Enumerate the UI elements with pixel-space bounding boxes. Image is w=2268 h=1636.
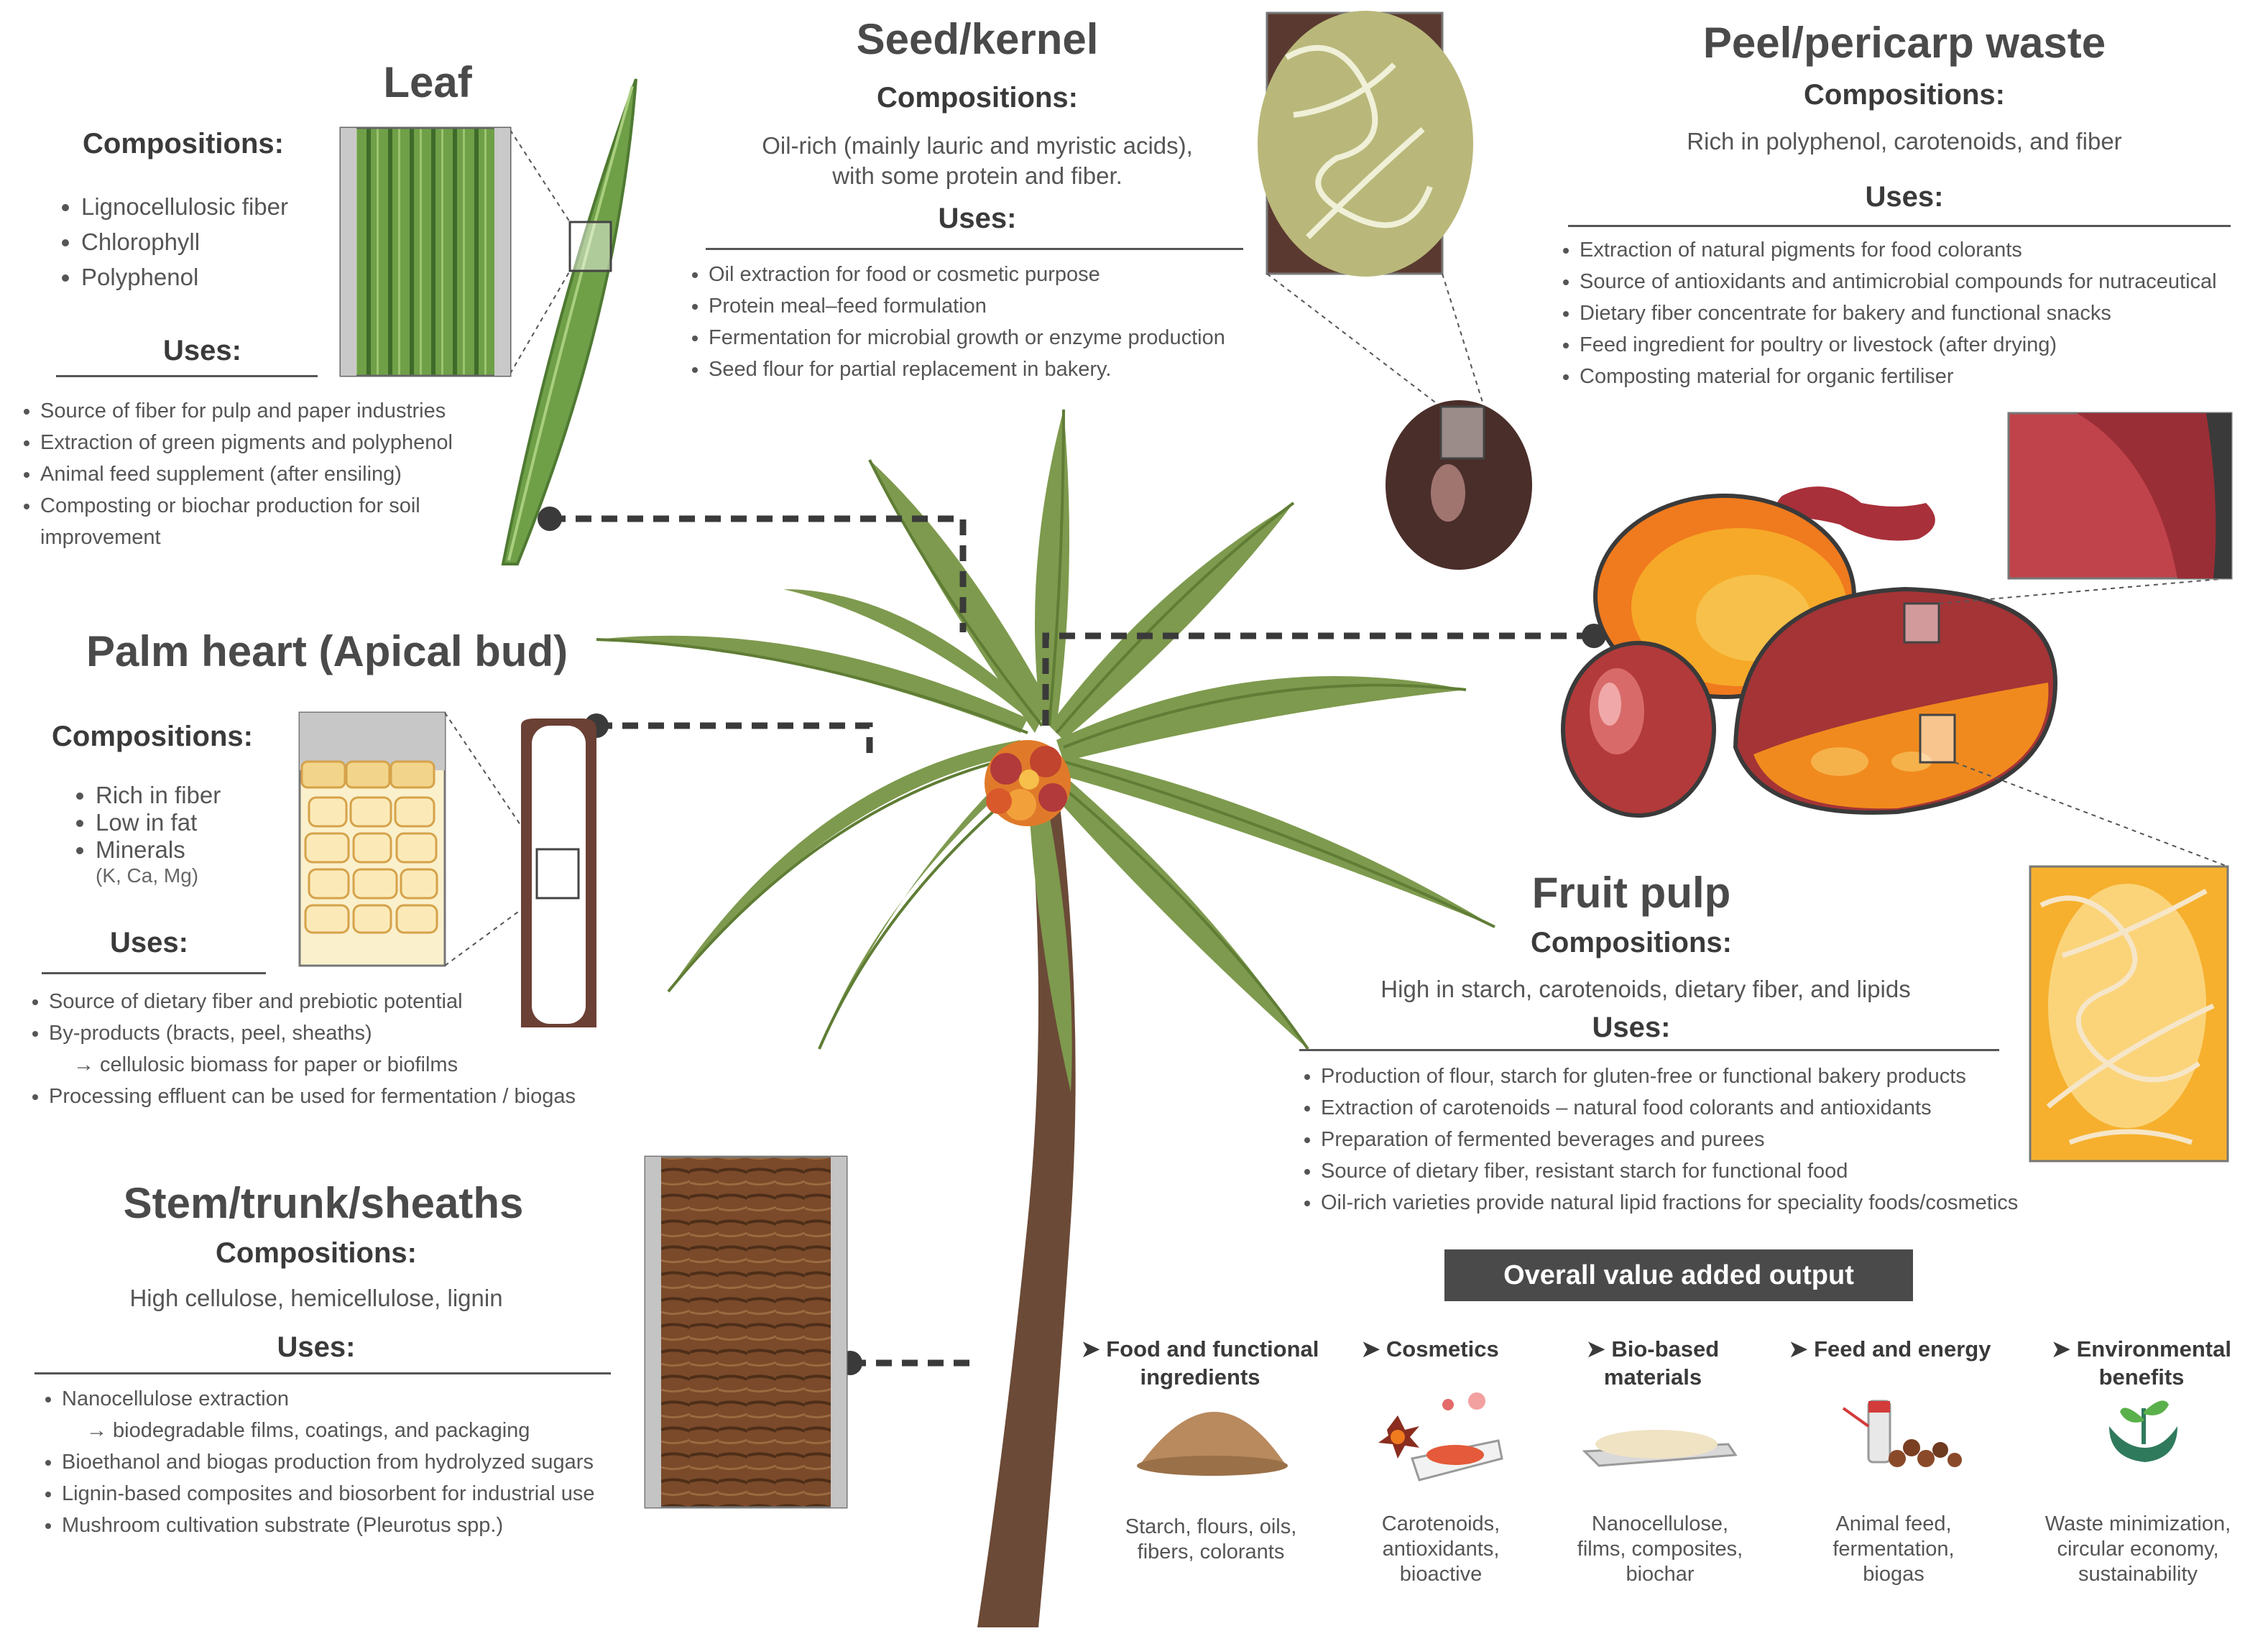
seed-composition-text bbox=[719, 131, 1236, 191]
output-desc-cosmetics: Carotenoids, antioxidants, bioactive bbox=[1381, 1512, 1501, 1586]
stem-use-1-sub: → biodegradable films, coatings, and packaging bbox=[86, 1419, 530, 1442]
list-item: • Composting or biochar production for soil improvement bbox=[40, 490, 471, 553]
fruit-pulp-compositions-label: Compositions: bbox=[1531, 927, 1732, 958]
leaf-divider bbox=[56, 375, 318, 377]
flour-pile-icon bbox=[1137, 1412, 1288, 1476]
list-item: • Polyphenol bbox=[81, 259, 354, 295]
biofilm-tray-icon bbox=[1585, 1430, 1735, 1466]
fruit-pulp-composition-text: High in starch, carotenoids, dietary fiber, and lipids bbox=[1380, 976, 1911, 1002]
peel-uses-label: Uses: bbox=[1865, 181, 1944, 213]
seed-uses-label: Uses: bbox=[938, 203, 1017, 234]
output-desc-food: Starch, flours, oils, fibers, colorants bbox=[1125, 1515, 1297, 1563]
seed-composition-line-2: with some protein and fiber. bbox=[832, 162, 1123, 189]
seed-title: Seed/kernel bbox=[856, 15, 1099, 63]
palm-heart-compositions-list bbox=[75, 782, 311, 888]
stem-uses-list bbox=[42, 1383, 680, 1541]
leaf-title: Leaf bbox=[383, 58, 472, 106]
seed-illustration bbox=[1258, 11, 1532, 570]
list-item: • Feed ingredient for poultry or livestock (after drying) bbox=[1580, 329, 2268, 361]
peel-compositions-label: Compositions: bbox=[1804, 79, 2005, 111]
palm-heart-uses-list bbox=[29, 986, 667, 1112]
palm-heart-illustration bbox=[300, 713, 596, 1027]
list-item: • Extraction of natural pigments for food colorants bbox=[1580, 234, 2268, 266]
list-item: • Source of dietary fiber and prebiotic potential bbox=[49, 986, 667, 1017]
list-item: • Bioethanol and biogas production from hydrolyzed sugars bbox=[62, 1446, 680, 1478]
list-item bbox=[49, 1017, 667, 1081]
palm-heart-title: Palm heart (Apical bud) bbox=[86, 627, 568, 675]
palm-heart-compositions-label: Compositions: bbox=[52, 721, 253, 752]
fruit-pulp-uses-list bbox=[1301, 1060, 2111, 1219]
list-item: • Preparation of fermented beverages and purees bbox=[1321, 1124, 2111, 1155]
list-item: • Seed flour for partial replacement in bakery. bbox=[709, 353, 1283, 385]
output-heading-cosmetics: ➤ Cosmetics bbox=[1361, 1336, 1499, 1362]
peel-uses-list bbox=[1559, 234, 2268, 392]
list-item: • Fermentation for microbial growth or enzyme production bbox=[709, 322, 1283, 353]
output-desc-biobased: Nanocellulose, films, composites, biochar bbox=[1577, 1512, 1743, 1586]
leaf-compositions-label: Compositions: bbox=[83, 128, 284, 160]
palm-heart-divider bbox=[42, 972, 266, 974]
list-item: • Production of flour, starch for gluten-free or functional bakery products bbox=[1321, 1060, 2111, 1092]
stem-composition-text: High cellulose, hemicellulose, lignin bbox=[129, 1285, 503, 1311]
list-item: • Source of antioxidants and antimicrobial compounds for nutraceutical bbox=[1580, 266, 2268, 297]
palm-heart-use-2-sub: → cellulosic biomass for paper or biofilms bbox=[73, 1053, 458, 1076]
output-heading-feed: ➤ Feed and energy bbox=[1789, 1336, 1991, 1362]
list-item: • Source of dietary fiber, resistant starch for functional food bbox=[1321, 1155, 2111, 1187]
list-item: • Oil extraction for food or cosmetic purpose bbox=[709, 259, 1283, 290]
feed-energy-icon bbox=[1843, 1401, 1962, 1467]
fruit-pulp-title: Fruit pulp bbox=[1531, 869, 1731, 917]
output-desc-environment: Waste minimization, circular economy, sustainability bbox=[2045, 1512, 2231, 1586]
seed-divider bbox=[706, 248, 1243, 250]
seed-composition-line-1: Oil-rich (mainly lauric and myristic acids), bbox=[762, 132, 1193, 159]
list-item bbox=[62, 1383, 680, 1446]
list-item: • Mushroom cultivation substrate (Pleurotus spp.) bbox=[62, 1510, 680, 1541]
stem-divider bbox=[34, 1372, 611, 1374]
output-heading-environment: ➤ Environmental benefits bbox=[2052, 1336, 2231, 1390]
list-item: • Processing effluent can be used for fermentation / biogas bbox=[49, 1081, 667, 1112]
hands-sprout-icon bbox=[2109, 1400, 2177, 1462]
list-item: • Animal feed supplement (after ensiling) bbox=[40, 458, 529, 490]
list-item: • Lignocellulosic fiber bbox=[81, 189, 354, 224]
list-item: • Extraction of carotenoids – natural food colorants and antioxidants bbox=[1321, 1092, 2111, 1124]
list-item: • Rich in fiber bbox=[96, 782, 311, 809]
palm-heart-uses-label: Uses: bbox=[110, 927, 188, 958]
peel-composition-text: Rich in polyphenol, carotenoids, and fiber bbox=[1687, 128, 2122, 154]
list-item: • Extraction of green pigments and polyphenol bbox=[40, 427, 529, 458]
output-heading-food: ➤ Food and functional ingredients bbox=[1081, 1336, 1319, 1390]
overall-output-banner: Overall value added output bbox=[1444, 1249, 1913, 1301]
minerals-note: (K, Ca, Mg) bbox=[96, 864, 199, 887]
list-item: • Oil-rich varieties provide natural lipid fractions for speciality foods/cosmetics bbox=[1321, 1187, 2111, 1219]
output-heading-biobased: ➤ Bio-based materials bbox=[1586, 1336, 1720, 1390]
list-item bbox=[96, 836, 311, 888]
leaf-compositions-list bbox=[61, 189, 354, 295]
peel-title: Peel/pericarp waste bbox=[1702, 19, 2106, 67]
stem-compositions-label: Compositions: bbox=[216, 1237, 417, 1269]
seed-uses-list bbox=[688, 259, 1283, 385]
leaf-uses-list bbox=[20, 395, 529, 553]
stem-use-1: Nanocellulose extraction bbox=[62, 1387, 289, 1410]
leaf-uses-label: Uses: bbox=[163, 335, 241, 366]
stem-uses-label: Uses: bbox=[277, 1331, 356, 1363]
seed-compositions-label: Compositions: bbox=[877, 82, 1078, 114]
cosmetics-icon bbox=[1378, 1392, 1502, 1480]
list-item: • Source of fiber for pulp and paper industries bbox=[40, 395, 529, 427]
output-desc-feed: Animal feed, fermentation, biogas bbox=[1833, 1512, 1955, 1586]
list-item: • Protein meal–feed formulation bbox=[709, 290, 1283, 322]
palm-heart-use-2: By-products (bracts, peel, sheaths) bbox=[49, 1022, 372, 1045]
list-item: • Low in fat bbox=[96, 809, 311, 836]
minerals-label: Minerals bbox=[96, 836, 185, 863]
peel-divider bbox=[1568, 225, 2231, 227]
fruit-bunch bbox=[985, 740, 1071, 826]
fruit-pulp-uses-label: Uses: bbox=[1592, 1012, 1671, 1043]
list-item: • Chlorophyll bbox=[81, 224, 354, 259]
stem-title: Stem/trunk/sheaths bbox=[123, 1179, 524, 1227]
list-item: • Composting material for organic fertiliser bbox=[1580, 361, 2268, 392]
list-item: • Lignin-based composites and biosorbent for industrial use bbox=[62, 1478, 680, 1510]
list-item: • Dietary fiber concentrate for bakery and functional snacks bbox=[1580, 297, 2268, 329]
fruit-pulp-divider bbox=[1299, 1049, 1999, 1051]
